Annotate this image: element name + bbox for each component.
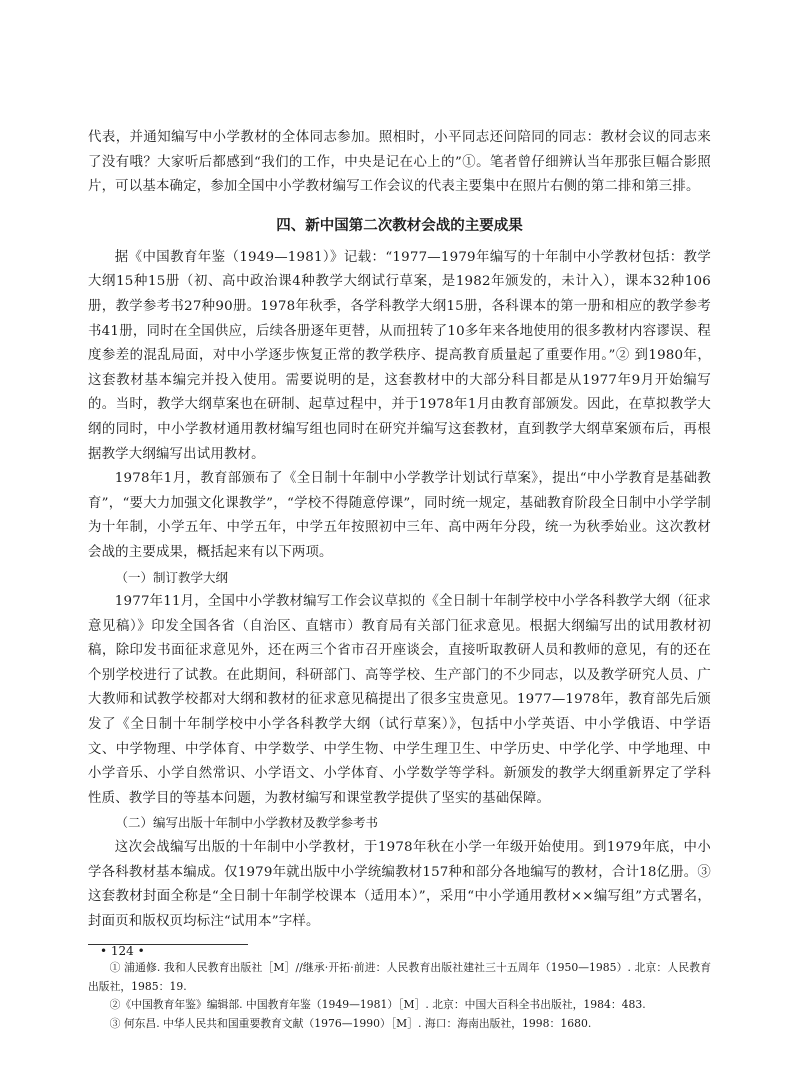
paragraph: 代表，并通知编写中小学教材的全体同志参加。照相时，小平同志还问陪同的同志：教材会议的同志来了没有哦？大家听后都感到“我们的工作，中央是记在心上的”①。笔者曾仔细辨认当年那张巨幅合影照片，可以基本确定，参加全国中小学教材编写工作会议的代表主要集中在照片右侧的第二排和第三排。 <box>88 130 711 195</box>
paragraph: 据《中国教育年鉴（1949—1981）》记载：“1977—1979年编写的十年制中小学教材包括：教学大纲15种15册（初、高中政治课4种教学大纲试行草案，是1982年颁发的，未计入），课本32种106册，教学参考书27种90册。1978年秋季，各学科教学大纲15册，各科课本的第一册和相应的教学参考书41册，同时在全国供应，后续各册逐年更替，从而扭转了10多年来各地使用的很多教材内容谬误、程度参差的混乱局面，对中小学逐步恢复正常的教学秩序、提高教育质量起了重要作用。”② 到1980年，这套教材基本编完并投入使用。需要说明的是，这套教材中的大部分科目都是从1977年9月开始编写的。当时，教学大纲草案也在研制、起草过程中，并于1978年1月由教育部颁发。因此，在草拟教学大纲的同时，中小学教材通用教材编写组也同时在研究并编写这套教材，直到教学大纲草案颁布后，再根据教学大纲编写出试用教材。 <box>88 249 711 462</box>
subheading: （一）制订教学大纲 <box>115 569 229 585</box>
page-body <box>88 126 711 1033</box>
subheading: （二）编写出版十年制中小学教材及教学参考书 <box>115 815 379 831</box>
page-number: • 124 • <box>100 944 145 958</box>
paragraph: 这次会战编写出版的十年制中小学教材，于1978年秋在小学一年级开始使用。到1979年底，中小学各科教材基本编成。仅1979年就出版中小学统编教材157种和部分各地编写的教材，合计18亿册。③ 这套教材封面全称是“全日制十年制学校课本（适用本）”，采用“中小学通用教材××编写组”方式署名，封面页和版权页均标注“试用本”字样。 <box>88 840 711 929</box>
paragraph: 1978年1月，教育部颁布了《全日制十年制中小学教学计划试行草案》，提出“中小学教育是基础教育”，“要大力加强文化课教学”，“学校不得随意停课”，同时统一规定，基础教育阶段全日制中小学学制为十年制，小学五年、中学五年，中学五年按照初中三年、高中两年分段，统一为秋季始业。这次教材会战的主要成果，概括起来有以下两项。 <box>88 471 711 560</box>
footnote: ②《中国教育年鉴》编辑部. 中国教育年鉴（1949—1981）［M］. 北京：中国大百科全书出版社，1984：483. <box>109 998 646 1012</box>
footnote: ③ 何东昌. 中华人民共和国重要教育文献（1976—1990）［M］. 海口：海南出版社，1998：1680. <box>109 1016 592 1030</box>
paragraph: 1977年11月，全国中小学教材编写工作会议草拟的《全日制十年制学校中小学各科教学大纲（征求意见稿）》印发全国各省（自治区、直辖市）教育局有关部门征求意见。根据大纲编写出的试用教材初稿，除印发书面征求意见外，还在两三个省市召开座谈会，直接听取教研人员和教师的意见，有的还在个别学校进行了试教。在此期间，科研部门、高等学校、生产部门的不少同志，以及教学研究人员、广大教师和试教学校都对大纲和教材的征求意见稿提出了很多宝贵意见。1977—1978年，教育部先后颁发了《全日制十年制学校中小学各科教学大纲（试行草案）》，包括中小学英语、中小学俄语、中学语文、中学物理、中学体育、中学数学、中学生物、中学生理卫生、中学历史、中学化学、中学地理、中小学音乐、小学自然常识、小学语文、小学体育、小学数学等学科。新颁发的教学大纲重新界定了学科性质、教学目的等基本问题，为教材编写和课堂教学提供了坚实的基础保障。 <box>88 594 711 806</box>
footnote: ① 浦通修. 我和人民教育出版社［M］//继承·开拓·前进：人民教育出版社建社三十五周年（1950—1985）. 北京：人民教育出版社，1985：19. <box>88 961 711 993</box>
section-heading: 四、新中国第二次教材会战的主要成果 <box>276 217 523 234</box>
